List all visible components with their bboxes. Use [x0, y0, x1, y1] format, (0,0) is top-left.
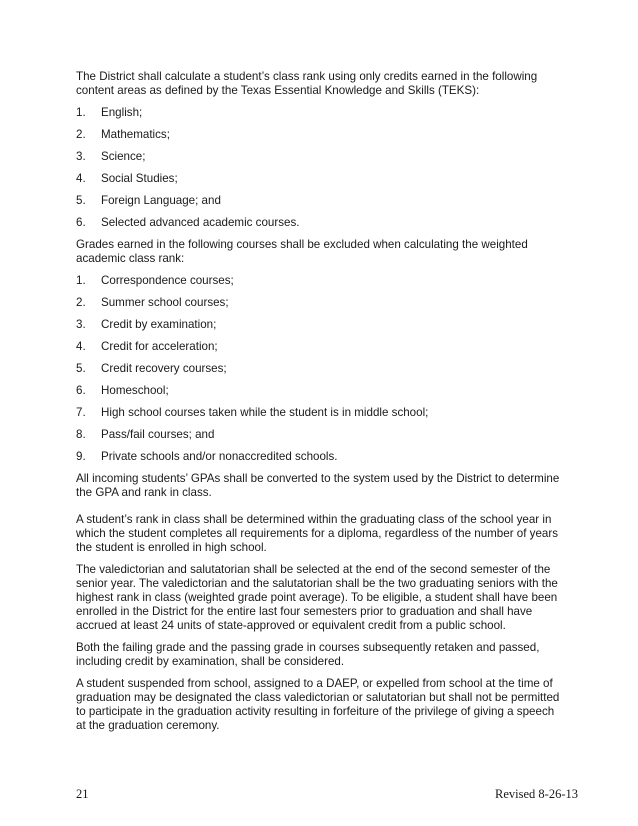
list-item: [76, 194, 564, 208]
list-text: Pass/fail courses; and: [101, 428, 215, 441]
list-number: 8.: [76, 428, 86, 441]
valedictorian-paragraph: The valedictorian and salutatorian shall be selected at the end of the second semester of the senior year. The valedictorian and the salutatorian shall be the two graduating seniors with the highest rank in class (weighted grade point average). To be eligible, a student shall have been enrolled in the District for the entire last four semesters prior to graduation and shall have accrued at least 24 units of state-approved or equivalent credit from a public school.: [76, 563, 558, 632]
list-item: [76, 172, 564, 186]
list-number: 1.: [76, 106, 86, 119]
list-item: [76, 450, 564, 464]
list-text: Science;: [101, 150, 146, 163]
list-text: Credit recovery courses;: [101, 362, 227, 375]
list-text: Mathematics;: [101, 128, 170, 141]
suspension-paragraph: A student suspended from school, assigned to a DAEP, or expelled from school at the time of graduation may be designated the class valedictorian or salutatorian but shall not be permitted to participate in the graduation activity resulting in forfeiture of the privilege of giving a speech at the graduation ceremony.: [76, 677, 560, 732]
excluded-intro-paragraph: Grades earned in the following courses shall be excluded when calculating the weighted academic class rank:: [76, 238, 528, 265]
list-number: 4.: [76, 172, 86, 185]
rank-determination-paragraph: A student’s rank in class shall be determined within the graduating class of the school year in which the student completes all requirements for a diploma, regardless of the number of years the student is enrolled in high school.: [76, 513, 559, 554]
list-item: [76, 340, 564, 354]
list-text: English;: [101, 106, 143, 119]
page-number: 21: [76, 787, 89, 801]
list-item: [76, 384, 564, 398]
page-content: [76, 70, 564, 741]
list-text: Selected advanced academic courses.: [101, 216, 300, 229]
list-text: High school courses taken while the student is in middle school;: [101, 406, 429, 419]
list-text: Summer school courses;: [101, 296, 229, 309]
list-item: [76, 106, 564, 120]
page-footer: [76, 787, 578, 802]
list-item: [76, 362, 564, 376]
list-text: Social Studies;: [101, 172, 178, 185]
list-item: [76, 128, 564, 142]
list-number: 7.: [76, 406, 86, 419]
list-item: [76, 274, 564, 288]
excluded-courses-list: [76, 274, 564, 464]
list-text: Credit by examination;: [101, 318, 217, 331]
list-item: [76, 406, 564, 420]
revision-date: Revised 8-26-13: [495, 787, 578, 801]
list-text: Private schools and/or nonaccredited schools.: [101, 450, 338, 463]
gpa-conversion-paragraph: All incoming students’ GPAs shall be converted to the system used by the District to determine the GPA and rank in class.: [76, 472, 560, 499]
list-number: 3.: [76, 150, 86, 163]
list-item: [76, 296, 564, 310]
list-number: 6.: [76, 216, 86, 229]
list-item: [76, 216, 564, 230]
list-text: Credit for acceleration;: [101, 340, 218, 353]
list-item: [76, 428, 564, 442]
list-text: Foreign Language; and: [101, 194, 221, 207]
list-number: 5.: [76, 362, 86, 375]
list-text: Correspondence courses;: [101, 274, 234, 287]
intro-paragraph: The District shall calculate a student’s class rank using only credits earned in the following content areas as defined by the Texas Essential Knowledge and Skills (TEKS):: [76, 70, 538, 97]
list-number: 6.: [76, 384, 86, 397]
content-areas-list: [76, 106, 564, 230]
list-number: 2.: [76, 128, 86, 141]
retaken-courses-paragraph: Both the failing grade and the passing grade in courses subsequently retaken and passed, including credit by examination, shall be considered.: [76, 641, 540, 668]
list-number: 9.: [76, 450, 86, 463]
list-text: Homeschool;: [101, 384, 169, 397]
list-number: 3.: [76, 318, 86, 331]
list-number: 1.: [76, 274, 86, 287]
list-item: [76, 318, 564, 332]
list-number: 4.: [76, 340, 86, 353]
list-item: [76, 150, 564, 164]
list-number: 2.: [76, 296, 86, 309]
list-number: 5.: [76, 194, 86, 207]
